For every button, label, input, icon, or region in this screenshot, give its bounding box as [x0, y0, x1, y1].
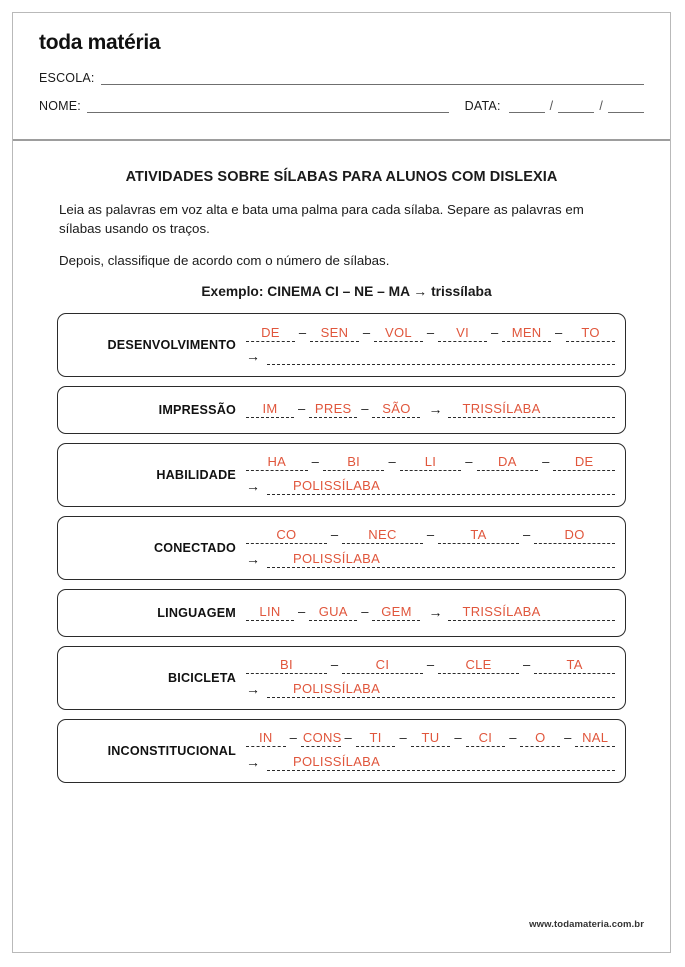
exercise-word: BICICLETA: [167, 670, 236, 685]
instruction-paragraph-2: Depois, classifique de acordo com o número de sílabas.: [59, 252, 390, 268]
date-month-input-line[interactable]: [558, 101, 594, 113]
instruction-paragraph-1: Leia as palavras em voz alta e bata uma palma para cada sílaba. Separe as palavras em sílabas usando os traços.: [59, 202, 584, 236]
syllable-blank[interactable]: GEM: [372, 604, 420, 621]
syllable-separator-dash: –: [426, 527, 435, 543]
classification-blank[interactable]: [267, 350, 615, 365]
syllable-separator-dash: –: [362, 324, 371, 340]
classification-row: [246, 349, 615, 365]
syllable-blank[interactable]: TO: [566, 325, 615, 342]
syllable-blank[interactable]: CO: [246, 527, 327, 544]
syllable-separator-dash: –: [454, 730, 462, 746]
syllable-blank[interactable]: SEN: [310, 325, 359, 342]
arrow-icon: →: [246, 347, 260, 364]
syllable-blank[interactable]: GUA: [309, 604, 357, 621]
syllable-separator-dash: –: [344, 730, 352, 746]
syllable-separator-dash: –: [542, 454, 550, 470]
date-separator-1: /: [549, 99, 554, 113]
syllable-separator-dash: –: [388, 454, 396, 470]
exercise-word: INCONSTITUCIONAL: [107, 743, 236, 758]
syllable-separator-dash: –: [522, 657, 531, 673]
classification-blank[interactable]: POLISSÍLABA: [267, 754, 615, 771]
syllable-blank[interactable]: TU: [411, 730, 451, 747]
syllable-blank[interactable]: DO: [534, 527, 615, 544]
exercise-list: [43, 313, 640, 783]
syllable-separator-dash: –: [361, 604, 369, 620]
syllable-separator-dash: –: [298, 401, 306, 417]
exercise-box: [57, 646, 626, 710]
exercise-inline-row: [246, 401, 615, 418]
brand-logo: toda matéria: [39, 31, 161, 54]
syllable-blank[interactable]: TA: [534, 657, 615, 674]
syllable-blank[interactable]: CLE: [438, 657, 519, 674]
exercise-box: [57, 516, 626, 580]
syllable-blank[interactable]: SÃO: [372, 401, 420, 418]
syllable-blank[interactable]: IN: [246, 730, 286, 747]
exercise-answer-area: [246, 527, 615, 568]
classification-row: [246, 478, 615, 495]
syllable-blank[interactable]: PRES: [309, 401, 357, 418]
syllable-blank[interactable]: DE: [553, 454, 615, 471]
exercise-word: IMPRESSÃO: [158, 402, 236, 417]
syllable-blank[interactable]: CI: [342, 657, 423, 674]
syllable-separator-dash: –: [361, 401, 369, 417]
classification-blank[interactable]: TRISSÍLABA: [448, 401, 615, 418]
nome-field-row: [39, 99, 644, 113]
example-line: Exemplo: CINEMA CI – NE – MA → trissílaba: [201, 283, 492, 299]
syllable-separator-dash: –: [399, 730, 407, 746]
exercise-word: CONECTADO: [153, 540, 236, 555]
syllable-separator-dash: –: [298, 604, 306, 620]
classification-blank[interactable]: POLISSÍLABA: [267, 681, 615, 698]
syllable-blank[interactable]: CI: [466, 730, 506, 747]
classification-blank[interactable]: POLISSÍLABA: [267, 478, 615, 495]
syllable-separator-dash: –: [564, 730, 572, 746]
syllable-row: [246, 527, 615, 544]
syllable-blank[interactable]: LIN: [246, 604, 294, 621]
worksheet-header: [13, 13, 670, 141]
syllable-blank[interactable]: DA: [477, 454, 539, 471]
nome-label: NOME:: [39, 99, 81, 113]
syllable-blank[interactable]: VI: [438, 325, 487, 342]
syllable-separator-dash: –: [509, 730, 517, 746]
syllable-blank[interactable]: DE: [246, 325, 295, 342]
syllable-blank[interactable]: LI: [400, 454, 462, 471]
syllable-blank[interactable]: MEN: [502, 325, 551, 342]
exercise-answer-area: [246, 325, 615, 365]
syllable-separator-dash: –: [289, 730, 297, 746]
exercise-box: [57, 443, 626, 507]
escola-input-line[interactable]: [101, 73, 644, 85]
syllable-blank[interactable]: HA: [246, 454, 308, 471]
exercise-word: HABILIDADE: [156, 467, 236, 482]
syllable-blank[interactable]: BI: [323, 454, 385, 471]
exercise-box: [57, 386, 626, 434]
syllable-separator-dash: –: [330, 657, 339, 673]
worksheet-page: [12, 12, 671, 953]
syllable-blank[interactable]: TA: [438, 527, 519, 544]
exercise-answer-area: [246, 604, 615, 621]
syllable-blank[interactable]: O: [520, 730, 560, 747]
classification-row: [246, 551, 615, 568]
arrow-icon: →: [246, 681, 260, 698]
exercise-box: [57, 313, 626, 377]
syllable-blank[interactable]: CONS: [302, 730, 342, 746]
arrow-icon: →: [246, 551, 260, 568]
classification-row: [246, 681, 615, 698]
date-separator-2: /: [599, 99, 603, 113]
syllable-blank[interactable]: NEC: [342, 527, 423, 544]
syllable-separator-dash: –: [330, 527, 339, 543]
arrow-icon: →: [246, 478, 260, 495]
escola-field-row: [39, 71, 644, 85]
syllable-blank[interactable]: NAL: [575, 730, 615, 747]
date-year-input-line[interactable]: [608, 101, 644, 113]
syllable-blank[interactable]: TI: [356, 730, 396, 747]
classification-blank[interactable]: TRISSÍLABA: [448, 604, 615, 621]
worksheet-content: [13, 141, 670, 783]
exercise-answer-area: [246, 657, 615, 698]
exercise-box: [57, 719, 626, 783]
escola-label: ESCOLA:: [39, 71, 95, 85]
syllable-separator-dash: –: [426, 657, 435, 673]
syllable-separator-dash: –: [298, 324, 307, 340]
syllable-separator-dash: –: [465, 454, 473, 470]
exercise-answer-area: [246, 401, 615, 418]
syllable-row: [246, 454, 615, 471]
syllable-separator-dash: –: [490, 324, 499, 340]
footer-url: www.todamateria.com.br: [529, 919, 644, 930]
syllable-separator-dash: –: [311, 454, 319, 470]
syllable-row: [246, 325, 615, 342]
exercise-box: [57, 589, 626, 637]
exercise-word: DESENVOLVIMENTO: [107, 337, 236, 352]
data-field-group: [465, 99, 644, 113]
syllable-separator-dash: –: [426, 324, 435, 340]
data-label: DATA:: [464, 99, 501, 113]
page-title: ATIVIDADES SOBRE SÍLABAS PARA ALUNOS COM DISLEXIA: [125, 169, 558, 185]
syllable-separator-dash: –: [555, 324, 563, 340]
nome-input-line[interactable]: [87, 101, 449, 113]
syllable-separator-dash: –: [522, 527, 531, 543]
syllable-row: [246, 657, 615, 674]
classification-row: [246, 754, 615, 771]
arrow-icon: →: [428, 401, 443, 418]
exercise-word: LINGUAGEM: [157, 605, 236, 620]
exercise-answer-area: [246, 730, 615, 771]
syllable-row: [246, 730, 615, 747]
arrow-icon: →: [428, 604, 443, 621]
syllable-blank[interactable]: IM: [246, 401, 294, 418]
exercise-answer-area: [246, 454, 615, 495]
syllable-blank[interactable]: VOL: [374, 325, 423, 342]
syllable-blank[interactable]: BI: [246, 657, 327, 674]
date-day-input-line[interactable]: [509, 101, 545, 113]
arrow-icon: →: [246, 754, 260, 771]
classification-blank[interactable]: POLISSÍLABA: [267, 551, 615, 568]
exercise-inline-row: [246, 604, 615, 621]
